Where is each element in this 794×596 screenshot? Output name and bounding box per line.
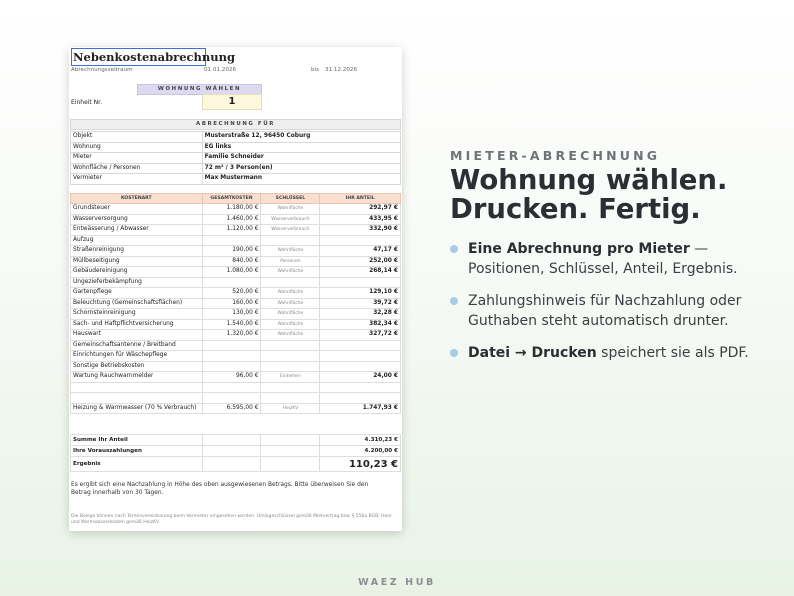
table-row (71, 382, 401, 393)
key-cell[interactable] (261, 361, 320, 372)
key-cell[interactable]: Wohnfläche (261, 330, 320, 341)
column-header-key: SCHLÜSSEL (261, 194, 320, 204)
period-label: Abrechnungszeitraum (71, 67, 133, 73)
key-cell[interactable]: Wohnfläche (261, 246, 320, 257)
total-cell[interactable]: 1.540,00 € (202, 319, 261, 330)
share-cell: 268,14 € (320, 267, 401, 278)
spreadsheet-preview (69, 47, 402, 531)
cost-type-cell[interactable]: Straßenreinigung (71, 246, 203, 257)
cost-type-cell[interactable]: Aufzug (71, 235, 203, 246)
share-cell (320, 340, 401, 351)
cost-type-cell[interactable]: Sonstige Betriebskosten (71, 361, 203, 372)
total-cell[interactable] (202, 382, 261, 393)
share-cell: 292,97 € (320, 204, 401, 215)
cost-type-cell[interactable]: Gemeinschaftsantenne / Breitband (71, 340, 203, 351)
bullet-3-text: speichert sie als PDF. (596, 345, 749, 361)
cost-type-cell[interactable] (71, 393, 203, 404)
bullet-dot-icon (450, 245, 458, 253)
table-row (71, 340, 401, 351)
total-cell[interactable] (202, 351, 261, 362)
info-label: Wohnfläche / Personen (71, 163, 203, 174)
key-cell[interactable]: Wohnfläche (261, 267, 320, 278)
period-start[interactable]: 01.01.2026 (204, 67, 237, 73)
table-row (71, 288, 401, 299)
total-cell[interactable]: 840,00 € (202, 256, 261, 267)
share-cell: 327,72 € (320, 330, 401, 341)
key-cell[interactable]: Wohnfläche (261, 309, 320, 320)
share-cell: 433,95 € (320, 214, 401, 225)
info-row (71, 132, 401, 143)
info-row (71, 153, 401, 164)
total-cell[interactable]: 160,00 € (202, 298, 261, 309)
period-to: bis (311, 67, 320, 73)
total-cell[interactable]: 1.320,00 € (202, 330, 261, 341)
sheet-title[interactable]: Nebenkostenabrechnung (73, 50, 236, 64)
info-value[interactable]: Max Mustermann (202, 174, 400, 185)
cost-type-cell[interactable]: Wartung Rauchwarnmelder (71, 372, 203, 383)
column-header-share: IHR ANTEIL (320, 194, 401, 204)
table-row (71, 351, 401, 362)
key-cell[interactable]: Personen (261, 256, 320, 267)
info-label: Objekt (71, 132, 203, 143)
total-cell[interactable]: 6.595,00 € (202, 403, 261, 414)
key-cell[interactable]: Wohnfläche (261, 204, 320, 215)
bullet-dot-icon (450, 349, 458, 357)
cost-type-cell[interactable]: Gartenpflege (71, 288, 203, 299)
info-label: Vermieter (71, 174, 203, 185)
cost-type-cell[interactable]: Sach- und Haftpflichtversicherung (71, 319, 203, 330)
share-cell (320, 361, 401, 372)
payment-note: Es ergibt sich eine Nachzahlung in Höhe des oben ausgewiesenen Betrags. Bitte überweisen Sie den Betrag innerhalb von 30 Tagen. (71, 482, 369, 496)
key-cell[interactable]: Wohnfläche (261, 288, 320, 299)
bullet-3-bold: Datei → Drucken (468, 345, 597, 361)
footnote: Die Belege können nach Terminvereinbarung beim Vermieter eingesehen werden. Umlageschlüssel gemäß Mietvertrag bzw. § 556a BGB; Heiz- und Warmwasserkosten gemäß HeizKV. (71, 514, 393, 525)
table-row (71, 330, 401, 341)
share-cell: 1.747,93 € (320, 403, 401, 414)
info-value[interactable]: Familie Schneider (202, 153, 400, 164)
key-cell[interactable]: Wohnfläche (261, 298, 320, 309)
unit-select[interactable]: 1 (202, 94, 262, 110)
column-header-cost-type: KOSTENART (71, 194, 203, 204)
summary-table (70, 434, 401, 472)
total-cell[interactable] (202, 340, 261, 351)
cost-type-cell[interactable]: Müllbeseitigung (71, 256, 203, 267)
key-cell[interactable]: Wohnfläche (261, 319, 320, 330)
share-cell: 129,10 € (320, 288, 401, 299)
unit-label: Einheit Nr. (71, 99, 102, 106)
key-cell[interactable] (261, 340, 320, 351)
share-cell: 252,00 € (320, 256, 401, 267)
info-row (71, 163, 401, 174)
cost-type-cell[interactable]: Entwässerung / Abwasser (71, 225, 203, 236)
sum-value: 4.310,23 € (320, 435, 401, 446)
info-row (71, 142, 401, 153)
result-value: 110,23 € (320, 457, 401, 472)
table-row (71, 235, 401, 246)
promo-tag: MIETER-ABRECHNUNG (450, 148, 661, 163)
total-cell[interactable]: 1.460,00 € (202, 214, 261, 225)
key-cell[interactable] (261, 235, 320, 246)
total-cell[interactable] (202, 393, 261, 404)
prepay-value: 4.200,00 € (320, 446, 401, 457)
total-cell[interactable]: 1.080,00 € (202, 267, 261, 278)
cost-type-cell[interactable]: Gebäudereinigung (71, 267, 203, 278)
cost-type-cell[interactable]: Hauswart (71, 330, 203, 341)
share-cell: 32,28 € (320, 309, 401, 320)
table-row (71, 214, 401, 225)
share-cell: 382,34 € (320, 319, 401, 330)
cost-type-cell[interactable]: Einrichtungen für Wäschepflege (71, 351, 203, 362)
share-cell: 39,72 € (320, 298, 401, 309)
table-row (71, 361, 401, 372)
cost-type-cell[interactable]: Wasserversorgung (71, 214, 203, 225)
total-cell[interactable]: 96,00 € (202, 372, 261, 383)
result-label: Ergebnis (71, 457, 203, 472)
table-row (71, 256, 401, 267)
cost-table (70, 193, 401, 414)
period-end[interactable]: 31.12.2026 (325, 67, 358, 73)
tenant-info-table (70, 131, 401, 185)
headline-line-2: Drucken. Fertig. (450, 193, 701, 225)
total-cell[interactable]: 520,00 € (202, 288, 261, 299)
table-row (71, 319, 401, 330)
total-cell[interactable] (202, 277, 261, 288)
table-row (71, 277, 401, 288)
share-cell: 47,17 € (320, 246, 401, 257)
key-cell[interactable]: HeizKV (261, 403, 320, 414)
info-row (71, 174, 401, 185)
cost-type-cell[interactable]: Ungezieferbekämpfung (71, 277, 203, 288)
table-row (71, 393, 401, 404)
cost-type-cell[interactable]: Grundsteuer (71, 204, 203, 215)
key-cell[interactable] (261, 277, 320, 288)
table-row (71, 372, 401, 383)
cost-type-cell[interactable] (71, 382, 203, 393)
cost-type-cell[interactable]: Beleuchtung (Gemeinschaftsflächen) (71, 298, 203, 309)
key-cell[interactable]: Wasserverbrauch (261, 214, 320, 225)
sum-label: Summe Ihr Anteil (71, 435, 203, 446)
table-row (71, 403, 401, 414)
table-row (71, 225, 401, 236)
share-cell (320, 235, 401, 246)
share-cell (320, 393, 401, 404)
cost-type-cell[interactable]: Heizung & Warmwasser (70 % Verbrauch) (71, 403, 203, 414)
total-cell[interactable]: 190,00 € (202, 246, 261, 257)
total-cell[interactable]: 1.180,00 € (202, 204, 261, 215)
apartment-band: WOHNUNG WÄHLEN (137, 84, 262, 95)
info-value[interactable]: EG links (202, 142, 400, 153)
table-row (71, 204, 401, 215)
share-cell: 332,90 € (320, 225, 401, 236)
column-header-total: GESAMTKOSTEN (202, 194, 261, 204)
info-label: Mieter (71, 153, 203, 164)
total-cell[interactable]: 130,00 € (202, 309, 261, 320)
table-row (71, 298, 401, 309)
brand-logo: WAEZ HUB (358, 577, 436, 588)
table-row (71, 267, 401, 278)
share-cell: 24,00 € (320, 372, 401, 383)
bullet-1-text: — Positionen, Schlüssel, Anteil, Ergebnis. (468, 241, 738, 277)
share-cell (320, 382, 401, 393)
promo-headline (450, 166, 727, 224)
table-row (71, 246, 401, 257)
prepay-label: Ihre Vorauszahlungen (71, 446, 203, 457)
info-value[interactable]: Musterstraße 12, 96450 Coburg (202, 132, 400, 143)
cost-type-cell[interactable]: Schornsteinreinigung (71, 309, 203, 320)
table-row (71, 309, 401, 320)
key-cell[interactable] (261, 351, 320, 362)
info-label: Wohnung (71, 142, 203, 153)
statement-band: ABRECHNUNG FÜR (70, 119, 401, 130)
total-cell[interactable]: 1.120,00 € (202, 225, 261, 236)
key-cell[interactable]: Wasserverbrauch (261, 225, 320, 236)
key-cell[interactable] (261, 393, 320, 404)
key-cell[interactable]: Einheiten (261, 372, 320, 383)
bullet-dot-icon (450, 297, 458, 305)
headline-line-1: Wohnung wählen. (450, 164, 728, 196)
share-cell (320, 351, 401, 362)
total-cell[interactable] (202, 235, 261, 246)
info-value[interactable]: 72 m² / 3 Person(en) (202, 163, 400, 174)
bullet-1-bold: Eine Abrechnung pro Mieter (468, 241, 690, 257)
total-cell[interactable] (202, 361, 261, 372)
key-cell[interactable] (261, 382, 320, 393)
bullet-2-text: Zahlungshinweis für Nachzahlung oder Guthaben steht automatisch drunter. (468, 293, 742, 329)
share-cell (320, 277, 401, 288)
